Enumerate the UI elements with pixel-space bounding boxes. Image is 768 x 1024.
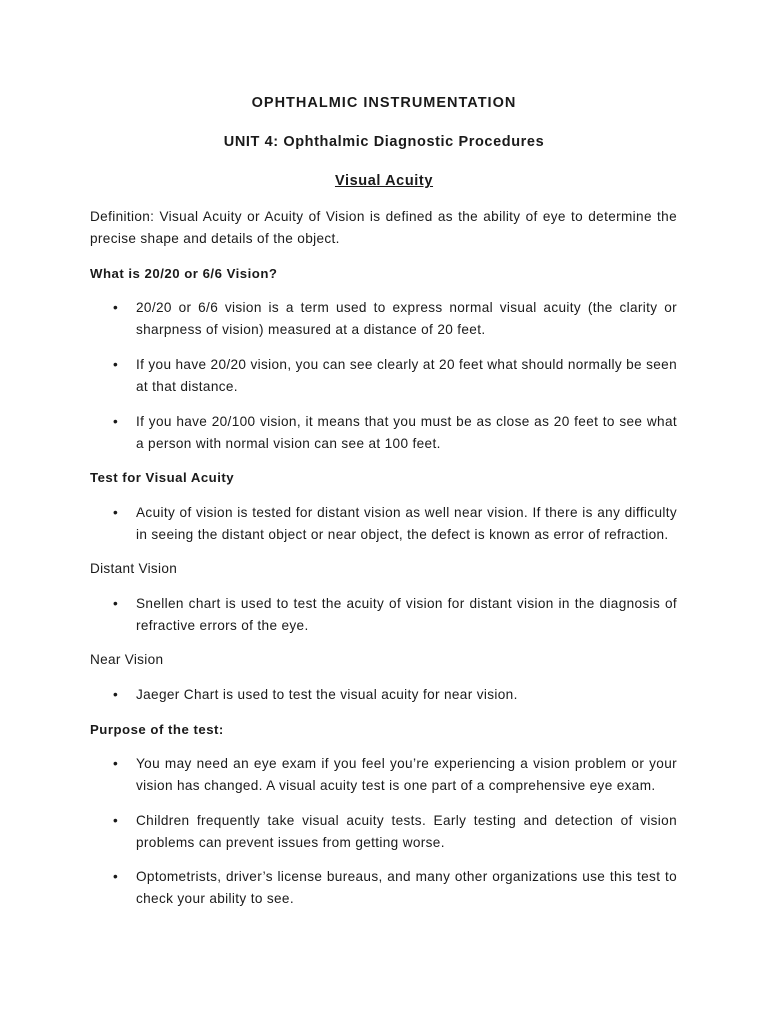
bullet-icon: •: [113, 596, 119, 611]
list-item-text: You may need an eye exam if you feel you’re experiencing a vision problem or your vision has changed. A visual acuity test is one part of a comprehensive eye exam.: [136, 756, 677, 793]
bullet-icon: •: [113, 414, 119, 429]
topic-heading: Visual Acuity: [334, 173, 434, 189]
list-item: [90, 593, 677, 637]
list-item-text: Children frequently take visual acuity tests. Early testing and detection of vision problems can prevent issues from getting worse.: [136, 813, 677, 850]
bullet-icon: •: [113, 813, 119, 828]
section-heading-distant-vision: Distant Vision: [90, 561, 178, 576]
bullet-icon: •: [113, 756, 119, 771]
section-heading-test: Test for Visual Acuity: [90, 470, 235, 485]
list-item-text: Snellen chart is used to test the acuity of vision for distant vision in the diagnosis of refractive errors of the eye.: [136, 596, 677, 633]
list-item-text: Acuity of vision is tested for distant vision as well near vision. If there is any difficulty in seeing the distant object or near object, the defect is known as error of refraction.: [136, 505, 677, 542]
list-item: [90, 411, 677, 455]
list-item: [90, 684, 677, 706]
list-item-text: Jaeger Chart is used to test the visual acuity for near vision.: [136, 687, 518, 702]
bullet-icon: •: [113, 300, 119, 315]
section-heading-purpose: Purpose of the test:: [90, 722, 224, 737]
list-item: [90, 866, 677, 910]
list-item-text: If you have 20/20 vision, you can see clearly at 20 feet what should normally be seen at that distance.: [136, 357, 677, 394]
list-item-text: Optometrists, driver’s license bureaus, and many other organizations use this test to check your ability to see.: [136, 869, 677, 906]
unit-heading: UNIT 4: Ophthalmic Diagnostic Procedures: [223, 134, 545, 150]
section-heading-2020-vision: What is 20/20 or 6/6 Vision?: [90, 266, 278, 281]
list-item: [90, 753, 677, 797]
bullet-icon: •: [113, 357, 119, 372]
bullet-icon: •: [113, 869, 119, 884]
list-item: [90, 502, 677, 546]
list-item: [90, 354, 677, 398]
document-title: OPHTHALMIC INSTRUMENTATION: [251, 95, 517, 111]
list-item-text: 20/20 or 6/6 vision is a term used to express normal visual acuity (the clarity or sharpness of vision) measured at a distance of 20 feet.: [136, 300, 677, 337]
section-heading-near-vision: Near Vision: [90, 652, 164, 667]
list-item: [90, 810, 677, 854]
list-item-text: If you have 20/100 vision, it means that you must be as close as 20 feet to see what a person with normal vision can see at 100 feet.: [136, 414, 677, 451]
definition-paragraph: Definition: Visual Acuity or Acuity of Vision is defined as the ability of eye to determine the precise shape and details of the object.: [90, 209, 677, 246]
list-item: [90, 297, 677, 341]
bullet-icon: •: [113, 505, 119, 520]
bullet-icon: •: [113, 687, 119, 702]
